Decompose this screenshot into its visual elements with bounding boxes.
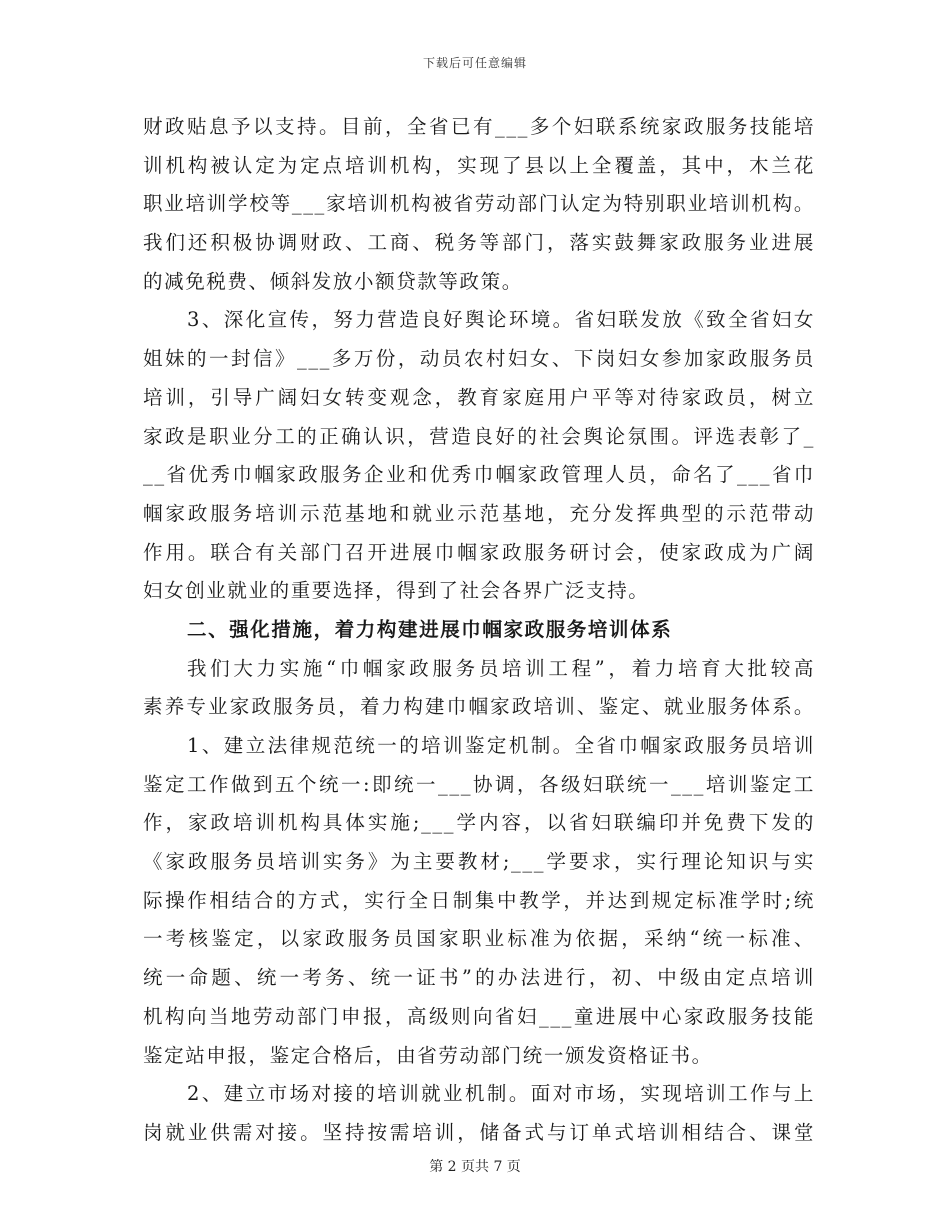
text-line: 姐妹的一封信》___多万份，动员农村妇女、下岗妇女参加家政服务员 [143, 347, 815, 371]
text-line: 鉴定工作做到五个统一:即统一___协调，各级妇联统一___培训鉴定工 [143, 772, 815, 796]
text-line: 的减免税费、倾斜发放小额贷款等政策。 [143, 269, 523, 293]
text-line: 《家政服务员培训实务》为主要教材;___学要求，实行理论知识与实 [143, 850, 815, 874]
text-line: 机构向当地劳动部门申报，高级则向省妇___童进展中心家政服务技能 [143, 1004, 815, 1028]
text-line: 培训，引导广阔妇女转变观念，教育家庭用户平等对待家政员，树立 [143, 385, 815, 409]
text-line: 训机构被认定为定点培训机构，实现了县以上全覆盖，其中，木兰花 [143, 153, 815, 177]
paragraph-start-line: 1、建立法律规范统一的培训鉴定机制。全省巾帼家政服务员培训 [187, 734, 815, 757]
text-line: 岗就业供需对接。坚持按需培训，储备式与订单式培训相结合、课堂 [143, 1120, 815, 1144]
paragraph-start-line: 我们大力实施“巾帼家政服务员培训工程”，着力培育大批较高 [187, 656, 815, 680]
paragraph-start-line: 3、深化宣传，努力营造良好舆论环境。省妇联发放《致全省妇女 [187, 308, 815, 332]
text-line: 帼家政服务培训示范基地和就业示范基地，充分发挥典型的示范带动 [143, 501, 815, 525]
text-line: 素养专业家政服务员，着力构建巾帼家政培训、鉴定、就业服务体系。 [143, 695, 815, 719]
text-line: 我们还积极协调财政、工商、税务等部门，落实鼓舞家政服务业进展 [143, 231, 815, 255]
text-line: 职业培训学校等___家培训机构被省劳动部门认定为特别职业培训机构。 [143, 192, 815, 216]
text-line: 际操作相结合的方式，实行全日制集中教学，并达到规定标准学时;统 [143, 888, 815, 912]
page-number-footer: 第 2 页共 7 页 [429, 1159, 521, 1175]
text-line: 财政贴息予以支持。目前，全省已有___多个妇联系统家政服务技能培 [143, 115, 815, 138]
text-line: 鉴定站申报，鉴定合格后，由省劳动部门统一颁发资格证书。 [143, 1043, 713, 1067]
text-line: 妇女创业就业的重要选择，得到了社会各界广泛支持。 [143, 579, 650, 603]
text-line: 一考核鉴定，以家政服务员国家职业标准为依据，采纳“统一标准、 [143, 927, 815, 951]
page-header: 下载后可任意编辑 [422, 56, 527, 70]
text-line: 家政是职业分工的正确认识，营造良好的社会舆论氛围。评选表彰了_ [143, 424, 815, 448]
text-line: 统一命题、统一考务、统一证书”的办法进行，初、中级由定点培训 [143, 966, 815, 990]
section-heading: 二、强化措施，着力构建进展巾帼家政服务培训体系 [187, 617, 673, 641]
paragraph-start-line: 2、建立市场对接的培训就业机制。面对市场，实现培训工作与上 [187, 1082, 815, 1106]
text-line: __省优秀巾帼家政服务企业和优秀巾帼家政管理人员，命名了___省巾 [143, 463, 815, 487]
text-line: 作用。联合有关部门召开进展巾帼家政服务研讨会，使家政成为广阔 [143, 540, 815, 564]
text-line: 作，家政培训机构具体实施;___学内容，以省妇联编印并免费下发的 [143, 811, 815, 835]
document-body [143, 108, 815, 1153]
